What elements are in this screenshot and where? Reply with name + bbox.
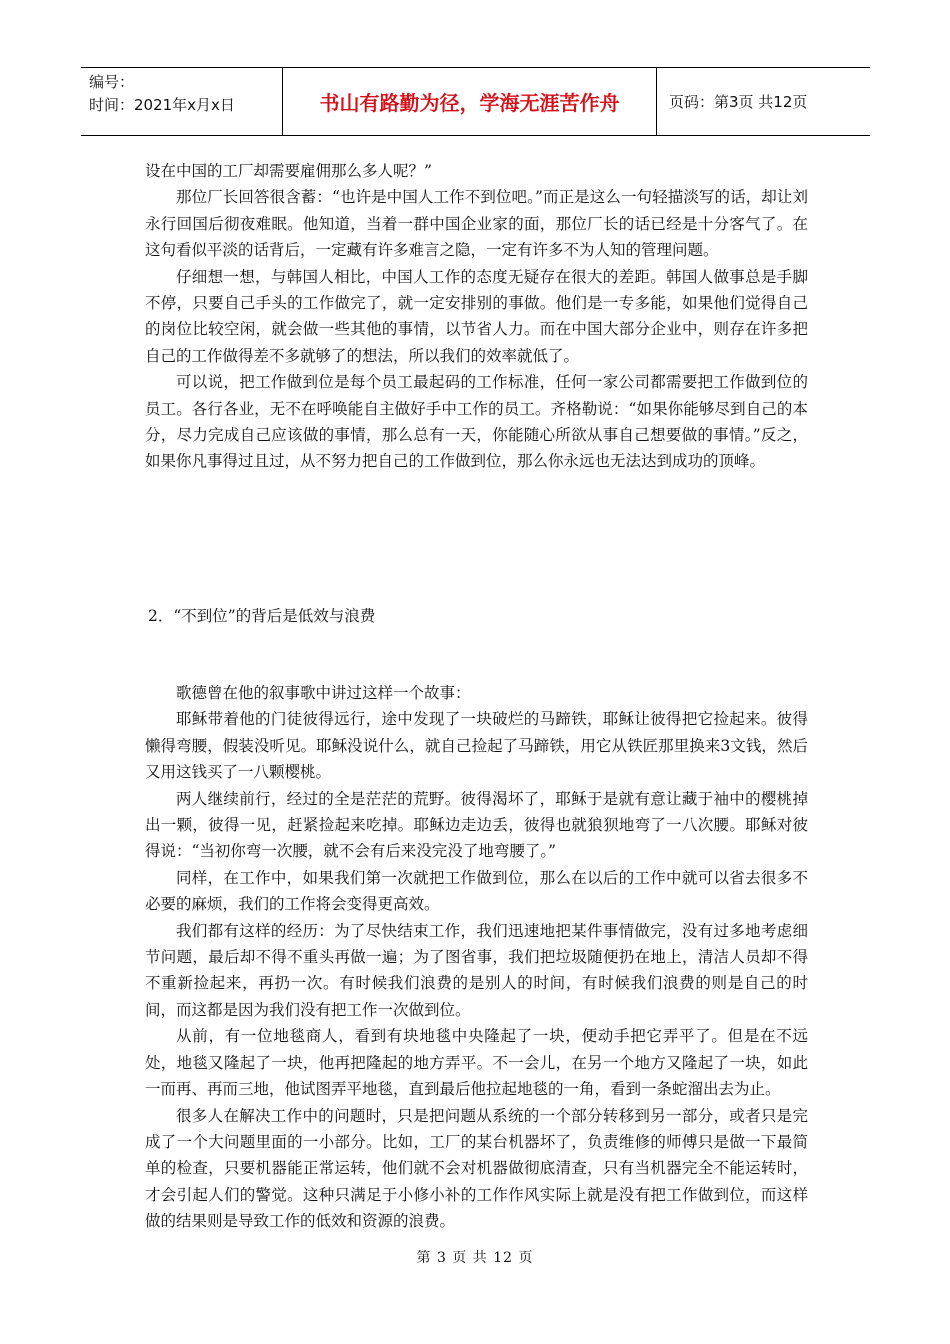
body-block-1 bbox=[145, 158, 808, 475]
motto-cell bbox=[283, 68, 657, 135]
number-label: 编号： bbox=[89, 73, 135, 91]
page-label: 页码：第3页 共12页 bbox=[669, 93, 808, 111]
motto-text: 书山有路勤为径，学海无涯苦作舟 bbox=[319, 91, 620, 115]
paragraph: 从前，有一位地毯商人，看到有块地毯中央隆起了一块，便动手把它弄平了。但是在不远处，地毯又隆起了一块，他再把隆起的地方弄平。不一会儿，在另一个地方又隆起了一块，如此一而再、再而三地，他试图弄平地毯，直到最后他拉起地毯的一角，看到一条蛇溜出去为止。 bbox=[145, 1027, 808, 1099]
paragraph: 我们都有这样的经历：为了尽快结束工作，我们迅速地把某件事情做完，没有过多地考虑细节问题，最后却不得不重头再做一遍；为了图省事，我们把垃圾随便扔在地上，清洁人员却不得不重新捡起来，再扔一次。有时候我们浪费的是别人的时间，有时候我们浪费的则是自己的时间，而这都是因为我们没有把工作一次做到位。 bbox=[145, 921, 808, 1019]
paragraph: 可以说，把工作做到位是每个员工最起码的工作标准，任何一家公司都需要把工作做到位的员工。各行各业，无不在呼唤能自主做好手中工作的员工。齐格勒说：“如果你能够尽到自己的本分，尽力完成自己应该做的事情，那么总有一天，你能随心所欲从事自己想要做的事情。”反之，如果你凡事得过且过，从不努力把自己的工作做到位，那么你永远也无法达到成功的顶峰。 bbox=[145, 373, 808, 471]
paragraph: 很多人在解决工作中的问题时，只是把问题从系统的一个部分转移到另一部分，或者只是完成了一个大问题里面的一小部分。比如，工厂的某台机器坏了，负责维修的师傅只是做一下最简单的检查，只要机器能正常运转，他们就不会对机器做彻底清查，只有当机器完全不能运转时，才会引起人们的警觉。这种只满足于小修小补的工作作风实际上就是没有把工作做到位，而这样做的结果则是导致工作的低效和资源的浪费。 bbox=[145, 1106, 808, 1231]
paragraph: 两人继续前行，经过的全是茫茫的荒野。彼得渴坏了，耶稣于是就有意让藏于袖中的樱桃掉出一颗，彼得一见，赶紧捡起来吃掉。耶稣边走边丢，彼得也就狼狈地弯了一八次腰。耶稣对彼得说：“当初你弯一次腰，就不会有后来没完没了地弯腰了。” bbox=[145, 789, 808, 861]
header-meta-cell bbox=[81, 68, 283, 135]
section-heading: 2．“不到位”的背后是低效与浪费 bbox=[148, 607, 376, 625]
time-label: 时间：2021年x月x日 bbox=[89, 96, 235, 114]
header-table bbox=[81, 67, 870, 136]
paragraph: 耶稣带着他的门徒彼得远行，途中发现了一块破烂的马蹄铁，耶稣让彼得把它捡起来。彼得懒得弯腰，假装没听见。耶稣没说什么，就自己捡起了马蹄铁，用它从铁匠那里换来3文钱，然后又用这钱买了一八颗樱桃。 bbox=[145, 710, 808, 782]
paragraph: 歌德曾在他的叙事歌中讲过这样一个故事： bbox=[176, 684, 471, 702]
page-footer: 第 3 页 共 12 页 bbox=[416, 1250, 534, 1266]
paragraph: 那位厂长回答很含蓄：“也许是中国人工作不到位吧。”而正是这么一句轻描淡写的话，却让刘永行回国后彻夜难眠。他知道，当着一群中国企业家的面，那位厂长的话已经是十分客气了。在这句看似平淡的话背后，一定藏有许多难言之隐，一定有许多不为人知的管理问题。 bbox=[145, 188, 808, 260]
paragraph: 设在中国的工厂却需要雇佣那么多人呢？” bbox=[145, 162, 432, 180]
paragraph: 仔细想一想，与韩国人相比，中国人工作的态度无疑存在很大的差距。韩国人做事总是手脚不停，只要自己手头的工作做完了，就一定安排别的事做。他们是一专多能，如果他们觉得自己的岗位比较空闲，就会做一些其他的事情，以节省人力。而在中国大部分企业中，则存在许多把自己的工作做得差不多就够了的想法，所以我们的效率就低了。 bbox=[145, 267, 808, 365]
body-block-2 bbox=[145, 680, 808, 1235]
paragraph: 同样，在工作中，如果我们第一次就把工作做到位，那么在以后的工作中就可以省去很多不必要的麻烦，我们的工作将会变得更高效。 bbox=[145, 868, 808, 914]
page-info-cell bbox=[657, 68, 870, 135]
